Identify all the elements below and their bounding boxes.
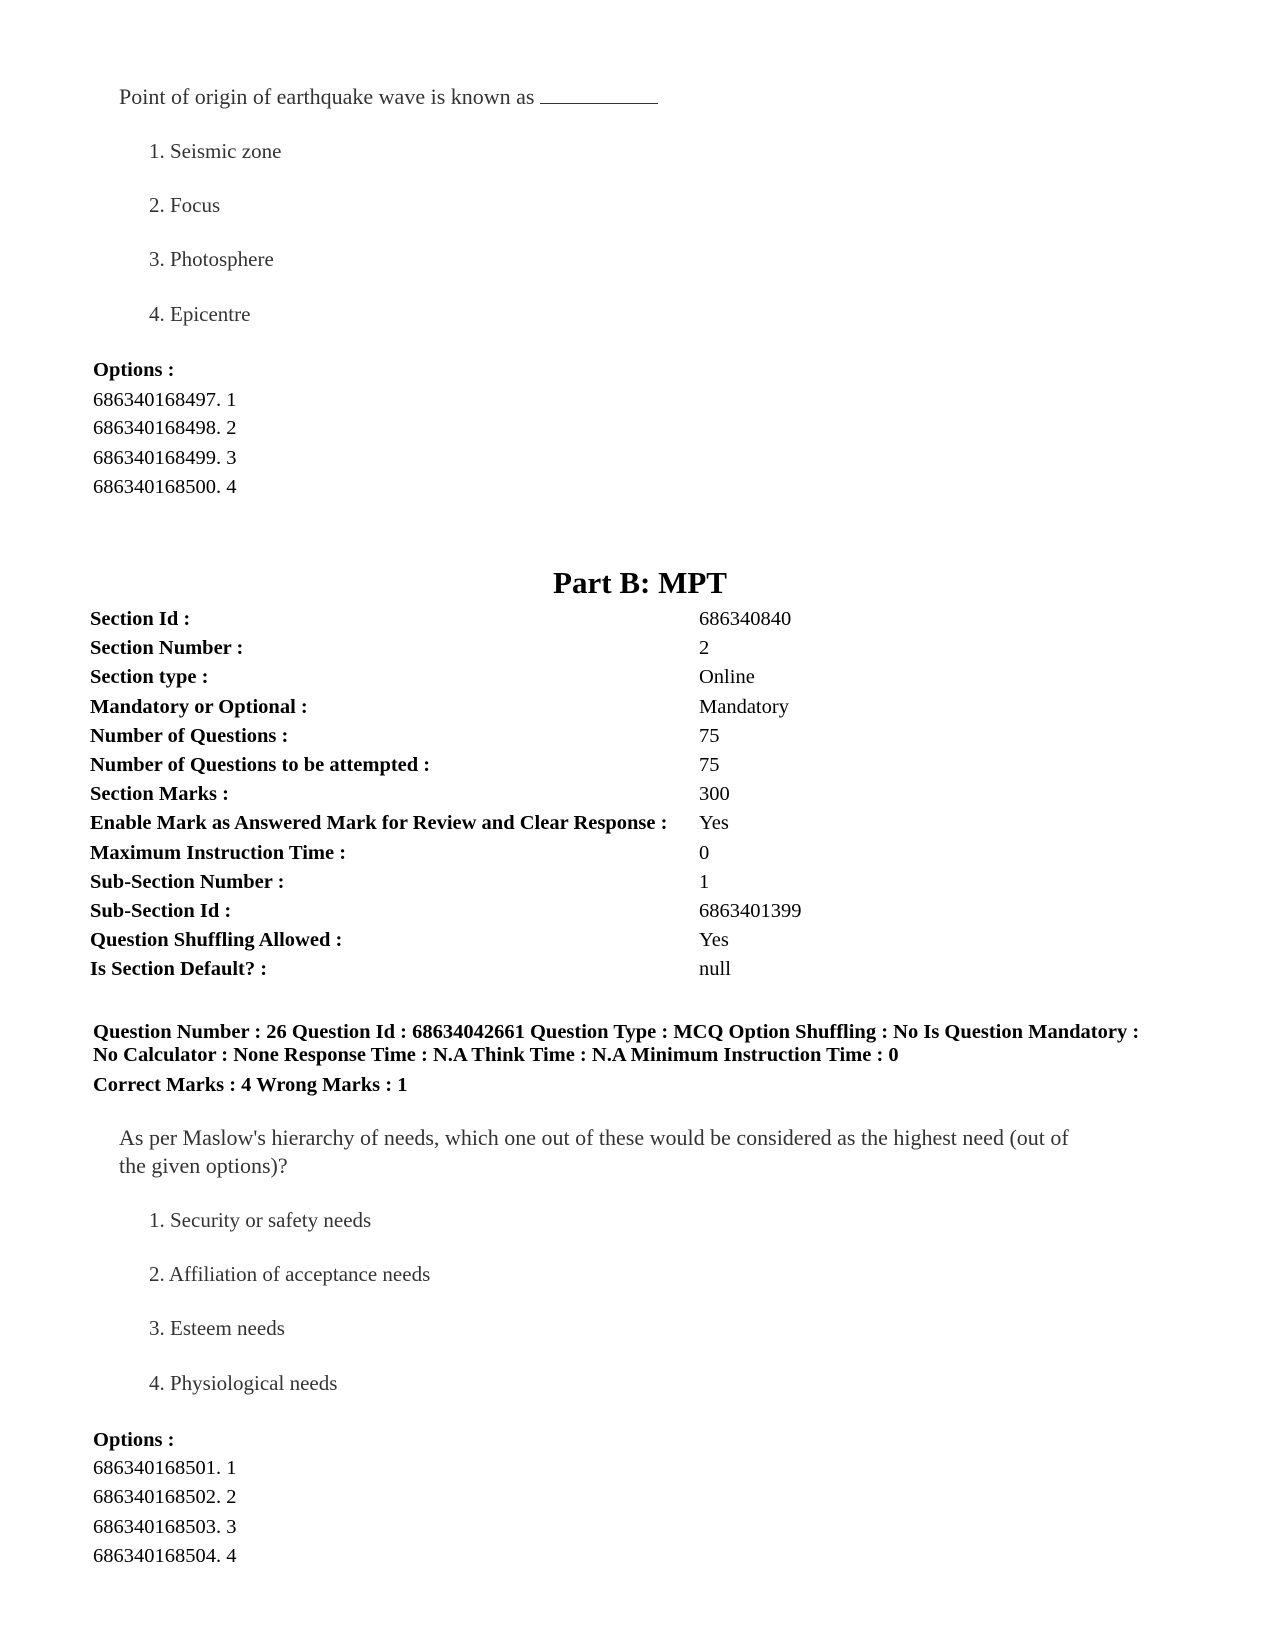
choice: 3. Esteem needs [149,1316,285,1340]
choice: 1. Security or safety needs [149,1208,372,1232]
section-field-value: 75 [699,754,720,776]
choice: 4. Physiological needs [149,1371,338,1395]
question-marks: Correct Marks : 4 Wrong Marks : 1 [93,1074,408,1096]
section-field-value: 1 [699,870,710,893]
option-id: 686340168501. 1 [93,1457,237,1479]
section-field-value: Yes [699,812,729,835]
section-field-value: 0 [699,841,710,864]
option-id: 686340168497. 1 [93,389,237,411]
question-text [119,85,658,108]
choice: 2. Focus [149,193,221,217]
choice: 1. Seismic zone [149,139,282,163]
section-field-label: Is Section Default? : [90,958,268,981]
section-field-label: Enable Mark as Answered Mark for Review and Clear Response : [90,812,668,835]
section-field-value: null [699,958,731,981]
choice: 4. Epicentre [149,302,251,326]
section-field-label: Section Id : [90,608,191,630]
section-field-label: Maximum Instruction Time : [90,841,347,864]
section-field-value: Yes [699,929,729,952]
section-field-value: 300 [699,783,730,806]
section-field-value: 686340840 [699,608,792,630]
question-text-content: Point of origin of earthquake wave is known as [119,84,535,109]
section-field-label: Section Marks : [90,783,229,806]
section-field-label: Question Shuffling Allowed : [90,929,343,952]
section-field-value: Online [699,666,755,689]
options-label: Options : [93,359,175,381]
section-field-label: Number of Questions to be attempted : [90,754,431,776]
section-field-label: Sub-Section Number : [90,870,285,893]
option-id: 686340168503. 3 [93,1516,237,1538]
option-id: 686340168504. 4 [93,1545,237,1567]
option-id: 686340168499. 3 [93,447,237,469]
section-title: Part B: MPT [553,565,727,600]
option-id: 686340168498. 2 [93,417,237,439]
choice: 2. Affiliation of acceptance needs [149,1262,431,1286]
section-field-value: 6863401399 [699,900,802,922]
option-id: 686340168500. 4 [93,476,237,498]
question-meta: No Calculator : None Response Time : N.A Think Time : N.A Minimum Instruction Time : 0 [93,1044,899,1066]
section-field-label: Number of Questions : [90,724,289,747]
section-field-value: Mandatory [699,695,789,718]
answer-blank [540,85,658,104]
option-id: 686340168502. 2 [93,1486,237,1508]
section-field-value: 2 [699,637,710,660]
section-field-value: 75 [699,724,720,747]
options-label: Options : [93,1429,175,1451]
section-field-label: Mandatory or Optional : [90,695,308,718]
question-meta: Question Number : 26 Question Id : 68634042661 Question Type : MCQ Option Shuffling : No Is Question Mandatory : [93,1021,1140,1043]
section-field-label: Section Number : [90,637,244,660]
section-field-label: Section type : [90,666,209,689]
section-field-label: Sub-Section Id : [90,900,232,922]
question-text: the given options)? [119,1153,288,1178]
question-text: As per Maslow's hierarchy of needs, which one out of these would be considered as the highest need (out of [119,1125,1069,1150]
choice: 3. Photosphere [149,247,274,271]
